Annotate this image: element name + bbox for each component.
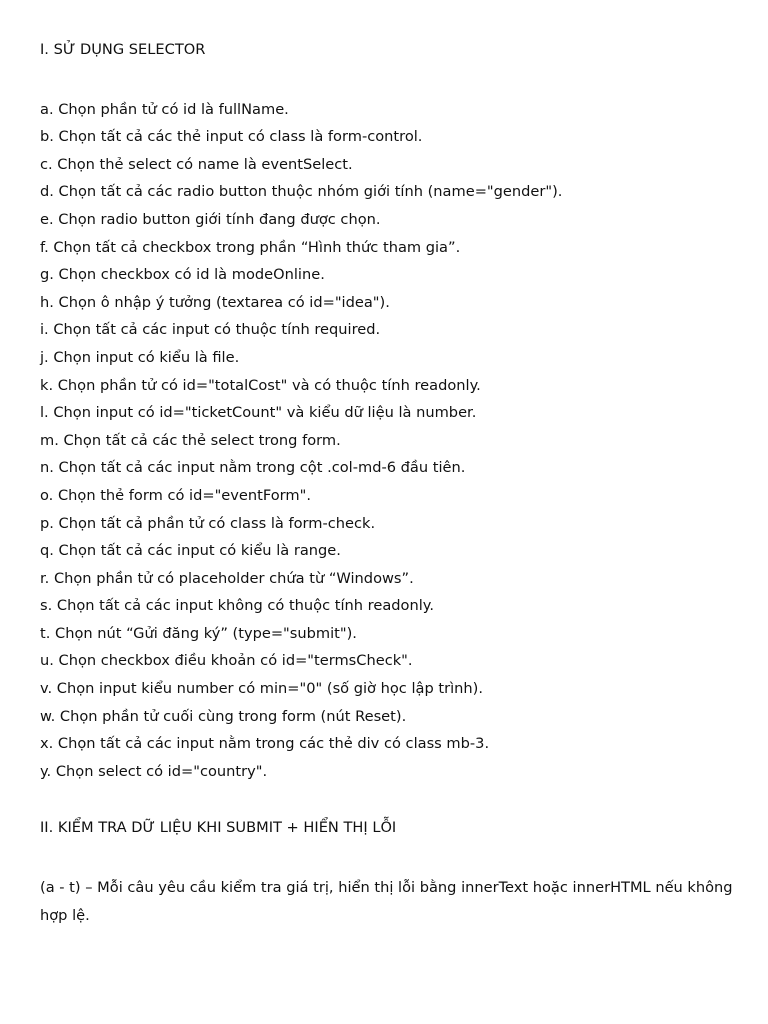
- list-item: e. Chọn radio button giới tính đang được chọn.: [40, 210, 381, 228]
- list-item: y. Chọn select có id="country".: [40, 762, 268, 780]
- list-item: m. Chọn tất cả các thẻ select trong form.: [40, 431, 341, 449]
- list-item: a. Chọn phần tử có id là fullName.: [40, 100, 289, 118]
- list-item: w. Chọn phần tử cuối cùng trong form (nút Reset).: [40, 707, 407, 725]
- list-item: t. Chọn nút “Gửi đăng ký” (type="submit").: [40, 624, 357, 642]
- list-item: i. Chọn tất cả các input có thuộc tính required.: [40, 321, 381, 339]
- list-item: p. Chọn tất cả phần tử có class là form-check.: [40, 514, 376, 532]
- list-item: x. Chọn tất cả các input nằm trong các thẻ div có class mb-3.: [40, 735, 490, 753]
- section-2-paragraph: (a - t) – Mỗi câu yêu cầu kiểm tra giá trị, hiển thị lỗi bằng innerText hoặc innerHTML nếu không hợp lệ.: [40, 879, 733, 924]
- list-item: g. Chọn checkbox có id là modeOnline.: [40, 266, 325, 284]
- list-item: r. Chọn phần tử có placeholder chứa từ “Windows”.: [40, 569, 414, 587]
- selector-task-list: [40, 96, 740, 786]
- list-item: d. Chọn tất cả các radio button thuộc nhóm giới tính (name="gender").: [40, 183, 563, 201]
- list-item: v. Chọn input kiểu number có min="0" (số giờ học lập trình).: [40, 680, 483, 698]
- list-item: b. Chọn tất cả các thẻ input có class là form-control.: [40, 128, 423, 146]
- list-item: f. Chọn tất cả checkbox trong phần “Hình thức tham gia”.: [40, 238, 461, 256]
- section-1-heading: I. SỬ DỤNG SELECTOR: [40, 41, 206, 58]
- list-item: k. Chọn phần tử có id="totalCost" và có thuộc tính readonly.: [40, 376, 481, 394]
- list-item: u. Chọn checkbox điều khoản có id="termsCheck".: [40, 652, 413, 670]
- section-2-heading: II. KIỂM TRA DỮ LIỆU KHI SUBMIT + HIỂN THỊ LỖI: [40, 819, 397, 837]
- list-item: j. Chọn input có kiểu là file.: [40, 348, 240, 366]
- list-item: n. Chọn tất cả các input nằm trong cột .col-md-6 đầu tiên.: [40, 459, 466, 477]
- list-item: c. Chọn thẻ select có name là eventSelect.: [40, 155, 353, 173]
- list-item: h. Chọn ô nhập ý tưởng (textarea có id="idea").: [40, 293, 390, 311]
- list-item: s. Chọn tất cả các input không có thuộc tính readonly.: [40, 597, 434, 615]
- list-item: l. Chọn input có id="ticketCount" và kiểu dữ liệu là number.: [40, 404, 477, 422]
- list-item: q. Chọn tất cả các input có kiểu là range.: [40, 542, 341, 560]
- list-item: o. Chọn thẻ form có id="eventForm".: [40, 486, 311, 504]
